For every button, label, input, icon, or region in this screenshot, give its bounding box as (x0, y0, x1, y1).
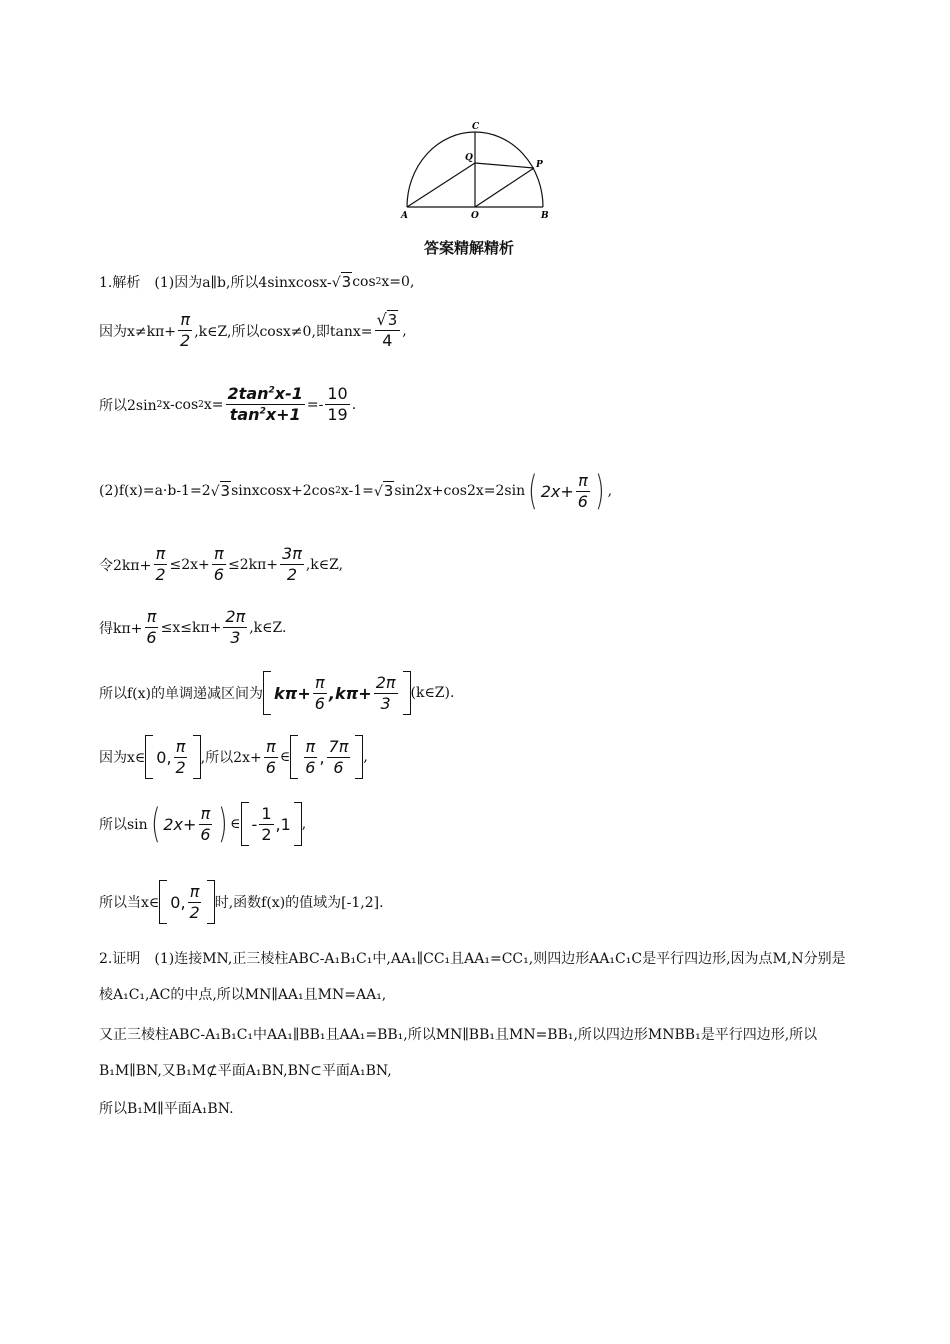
q1-line-1 (99, 272, 414, 292)
text: x+1 (265, 405, 301, 424)
text: kπ+ (274, 683, 311, 703)
text: , (319, 747, 325, 767)
text: x-1= (340, 483, 374, 499)
text: ,k∈Z, (305, 556, 344, 573)
text: 所以当x∈ (99, 895, 160, 911)
numerator: 10 (327, 384, 348, 403)
denominator: 19 (327, 405, 348, 424)
text: x-cos (162, 396, 199, 413)
q2-paragraph-1: 2.证明 (1)连接MN,正三棱柱ABC-A₁B₁C₁中,AA₁∥CC₁且AA₁=CC₁,则四边形AA₁C₁C是平行四边形,因为点M,N分别是棱A₁C₁,AC的中点,所以MN∥AA₁且MN=AA₁, (99, 951, 846, 1003)
text: 因为x∈ (99, 750, 146, 766)
text: 时,函数f(x)的值域为[-1,2]. (214, 895, 384, 911)
text: (k∈Z). (410, 685, 455, 701)
text: 得kπ+ (99, 620, 143, 637)
fraction (280, 546, 304, 583)
denominator: 6 (314, 693, 325, 713)
numerator: 1 (261, 803, 272, 823)
left-bracket (159, 880, 167, 924)
numerator: 2π (225, 607, 246, 626)
fraction (327, 736, 351, 777)
text: x-1 (274, 384, 303, 403)
q1-line-9 (99, 802, 306, 846)
fraction (374, 672, 398, 713)
text: sinxcosx+2cos (231, 483, 336, 499)
text: ,k∈Z. (249, 619, 287, 636)
numerator: π (314, 672, 325, 692)
text: , (402, 322, 407, 339)
right-paren: ) (217, 801, 228, 847)
text: 2x+ (163, 814, 197, 834)
text: 因为x≠kπ+ (99, 323, 177, 340)
text: ∈ (230, 816, 241, 832)
denominator: 3 (380, 693, 391, 713)
sqrt-3: √3 (331, 273, 352, 291)
denominator: 3 (230, 628, 241, 647)
numerator: π (155, 544, 166, 563)
denominator: 2 (189, 902, 200, 922)
text: . (351, 396, 357, 413)
numerator: π (200, 803, 211, 823)
segment-OP (475, 168, 534, 207)
fraction (313, 672, 327, 713)
denominator: 2 (180, 331, 191, 350)
sqrt-3: √3 (373, 482, 394, 500)
text: ,1 (275, 814, 291, 834)
fraction (576, 470, 590, 511)
label-P: P (536, 160, 543, 170)
radicand: 3 (341, 273, 352, 291)
numerator: 3π (282, 544, 302, 563)
right-bracket (193, 735, 201, 779)
label-B: B (541, 211, 549, 221)
text: 所以2sin (99, 397, 157, 414)
denominator: 6 (213, 565, 224, 584)
denominator: 2 (155, 565, 166, 584)
denominator: 6 (146, 628, 157, 647)
left-bracket (241, 802, 249, 846)
left-bracket (290, 735, 298, 779)
numerator: 7π (328, 736, 349, 756)
section-title: 答案精解精析 (424, 239, 515, 257)
numerator: π (189, 881, 200, 901)
denominator: 2 (261, 824, 272, 844)
label-C: C (472, 122, 480, 132)
q2-paragraph-2: 又正三棱柱ABC-A₁B₁C₁中AA₁∥BB₁且AA₁=BB₁,所以MN∥BB₁且MN=BB₁,所以四边形MNBB₁是平行四边形,所以B₁M∥BN,又B₁M⊄平面A₁BN,BN⊂平面A₁BN, (99, 1027, 818, 1079)
text: 令2kπ+ (99, 557, 152, 574)
numerator: π (214, 544, 224, 563)
q1-line-8 (99, 735, 368, 779)
text: 所以f(x)的单调递减区间为 (99, 686, 264, 702)
denominator: 2 (175, 757, 186, 777)
numerator: √3 (375, 312, 401, 331)
q1-line-5 (99, 546, 343, 583)
label-Q: Q (465, 153, 473, 163)
q1-line-3 (99, 386, 356, 423)
left-paren: ( (528, 468, 538, 514)
left-paren: ( (150, 801, 161, 847)
numerator: $2\tan^2x-1$ (227, 384, 303, 403)
fraction (178, 312, 192, 349)
text: (2)f(x)=a·b-1=2 (99, 483, 211, 499)
left-bracket (263, 671, 271, 715)
text: ,kπ+ (328, 683, 372, 703)
q1-line-6 (99, 609, 286, 646)
sqrt-3: √3 (210, 482, 231, 500)
sup: 2 (156, 399, 163, 410)
fraction (144, 609, 158, 646)
denominator: 6 (577, 491, 588, 511)
text: - (251, 814, 258, 834)
right-bracket (207, 880, 215, 924)
radicand: 3 (383, 482, 394, 500)
numerator: 2π (375, 672, 396, 692)
sup: 2 (375, 277, 382, 287)
sup: 2 (198, 399, 204, 410)
radicand: 3 (387, 311, 398, 329)
fraction (212, 546, 226, 583)
denominator: 2 (286, 565, 298, 584)
denominator: $\tan^2x+1$ (229, 405, 301, 424)
text: 2x+ (540, 481, 574, 501)
text: 0, (170, 892, 186, 912)
numerator: π (578, 470, 588, 490)
fraction (264, 736, 278, 777)
right-bracket (403, 671, 411, 715)
numerator: π (175, 736, 186, 756)
q1-line-4 (99, 468, 613, 514)
denominator: 4 (382, 331, 393, 350)
text: 2tan (227, 384, 269, 403)
q2-paragraph-3: 所以B₁M∥平面A₁BN. (99, 1101, 234, 1117)
q1-line-7 (99, 671, 454, 715)
text: , (363, 749, 368, 765)
text: ,所以2x+ (200, 750, 262, 766)
text: 0, (156, 747, 172, 767)
left-bracket (145, 735, 153, 779)
fraction (259, 803, 273, 844)
segment-AQ (407, 163, 475, 207)
fraction (198, 803, 212, 844)
label-O: O (471, 211, 479, 221)
fraction (174, 736, 188, 777)
text: ≤2x+ (169, 556, 210, 573)
text: sin2x+cos2x=2sin (394, 483, 526, 499)
denominator: 6 (305, 757, 316, 777)
text: =- (306, 396, 324, 413)
numerator: π (305, 736, 316, 756)
numerator: π (146, 607, 157, 626)
fraction (223, 609, 247, 646)
segment-QP (475, 163, 534, 168)
right-paren: ) (595, 468, 605, 514)
fraction (226, 386, 305, 423)
sup: 2 (335, 486, 341, 496)
denominator: 6 (265, 757, 276, 777)
text: 所以sin (99, 817, 148, 833)
q1-line-10 (99, 880, 384, 924)
text: , (301, 816, 307, 832)
text: ,k∈Z,所以cosx≠0,即tanx= (194, 323, 373, 340)
text: ≤2kπ+ (227, 556, 279, 573)
fraction (325, 386, 349, 423)
text: , (607, 483, 613, 499)
fraction (153, 546, 167, 583)
text: x=0, (381, 274, 415, 290)
text: ≤x≤kπ+ (160, 619, 222, 636)
q1-line-2 (99, 312, 407, 349)
text: x= (203, 396, 224, 413)
text: ∈ (279, 749, 291, 765)
fraction (188, 881, 202, 922)
text: tan (229, 405, 260, 424)
fraction (303, 736, 317, 777)
denominator: 6 (333, 757, 344, 777)
label-A: A (401, 211, 408, 221)
text: 1.解析 (1)因为a∥b,所以4sinxcosx- (99, 275, 332, 291)
numerator: π (180, 310, 190, 329)
numerator: π (265, 736, 276, 756)
semicircle-figure (395, 118, 565, 222)
text: cos (352, 274, 376, 290)
right-bracket (355, 735, 363, 779)
fraction (375, 312, 401, 349)
radicand: 3 (220, 482, 231, 500)
right-bracket (294, 802, 302, 846)
denominator: 6 (200, 824, 211, 844)
